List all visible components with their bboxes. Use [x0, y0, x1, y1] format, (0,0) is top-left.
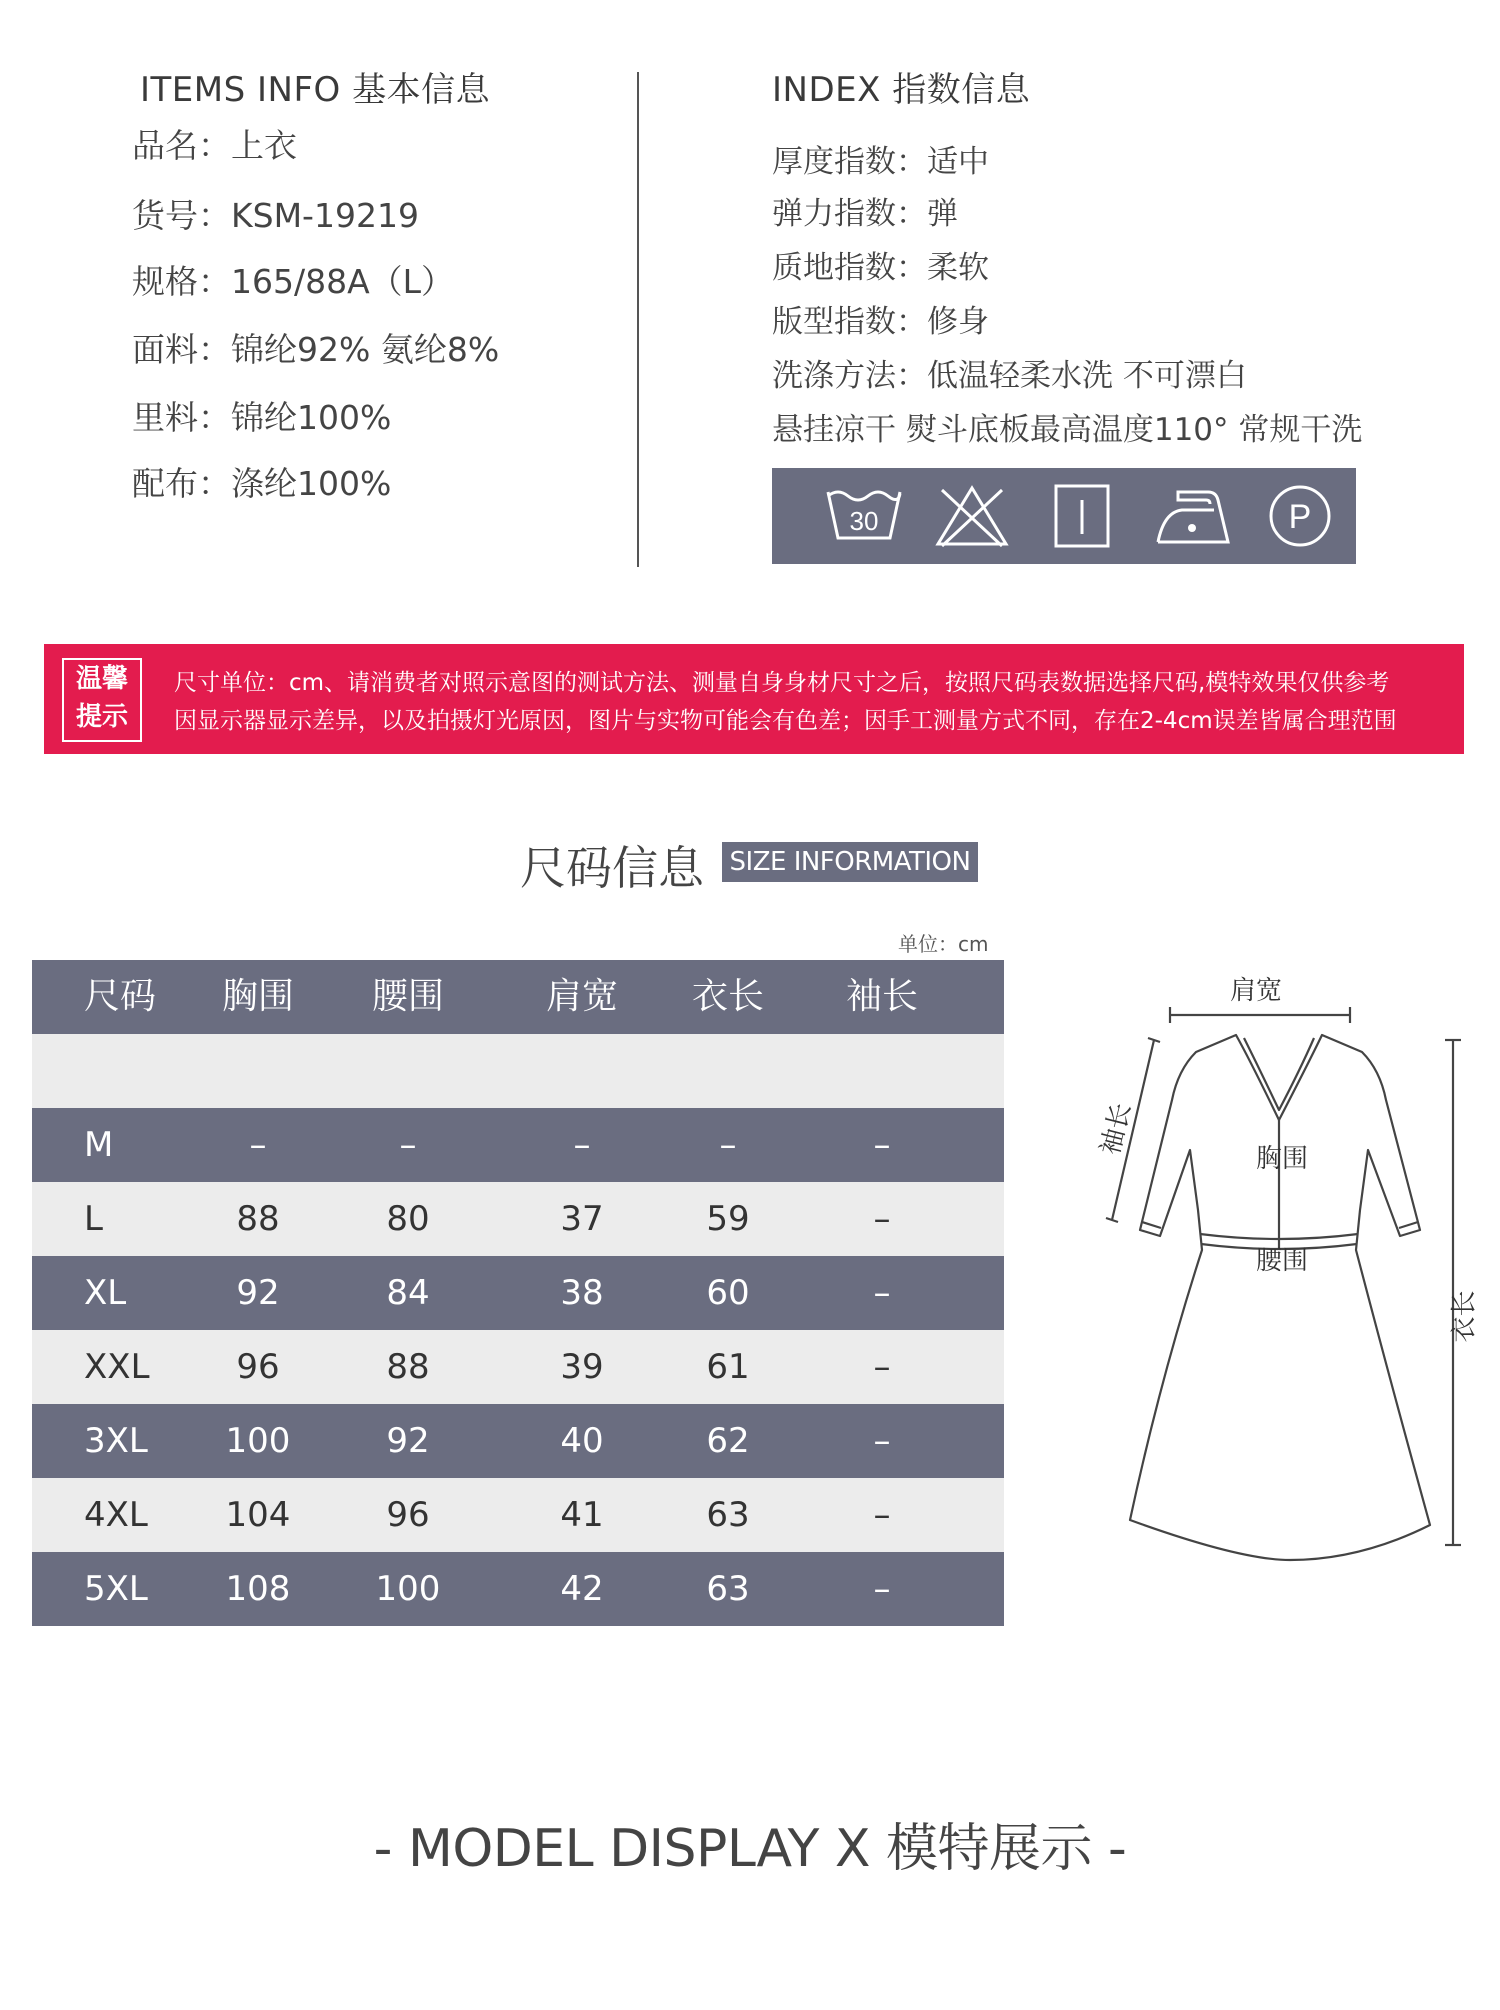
cell-shoulder: –: [573, 1125, 591, 1165]
cell-chest: 96: [236, 1347, 280, 1387]
header-shoulder: 肩宽: [545, 976, 618, 1017]
diagram-label-sleeve: 袖长: [1095, 1100, 1138, 1158]
items-info-key: 规格：: [132, 262, 231, 301]
index-info-title: INDEX 指数信息: [772, 70, 1031, 110]
items-info-row: [132, 324, 499, 371]
diagram-label-waist: 腰围: [1256, 1246, 1309, 1276]
cell-sleeve: –: [873, 1421, 891, 1461]
index-info-key: 质地指数：: [772, 250, 927, 286]
index-info-row: [772, 242, 989, 287]
cell-size: L: [84, 1199, 103, 1239]
cell-chest: [208, 1034, 308, 1108]
items-info-key: 面料：: [132, 330, 231, 369]
index-info-row: [772, 188, 958, 233]
cell-shoulder: 37: [560, 1199, 604, 1239]
cell-waist: 96: [386, 1495, 430, 1535]
cell-size: 4XL: [84, 1495, 148, 1535]
cell-size: 3XL: [84, 1421, 148, 1461]
warm-tips-label: [62, 658, 142, 742]
table-row: [32, 1552, 1004, 1626]
cell-shoulder: 41: [560, 1495, 604, 1535]
index-info-row: [772, 404, 1362, 449]
table-row: [32, 1182, 1004, 1256]
size-info-title: 尺码信息: [520, 841, 704, 895]
index-info-value: 适中: [927, 144, 989, 180]
cell-shoulder: 40: [560, 1421, 604, 1461]
diagram-label-length: 衣长: [1449, 1290, 1480, 1343]
cell-size: XL: [84, 1273, 127, 1313]
wash-30-icon: [824, 482, 904, 550]
cell-shoulder: [532, 1034, 632, 1108]
items-info-row: [132, 190, 419, 237]
index-info-value: 弹: [927, 196, 958, 232]
size-table: [32, 960, 1004, 1626]
cell-chest: 100: [225, 1421, 291, 1461]
header-sleeve: 袖长: [845, 976, 918, 1017]
cell-size: M: [84, 1125, 114, 1165]
items-info-row: [132, 256, 454, 303]
cell-chest: 104: [225, 1495, 291, 1535]
header-waist: 腰围: [371, 976, 444, 1017]
header-chest: 胸围: [221, 976, 294, 1017]
cell-sleeve: –: [873, 1569, 891, 1609]
cell-chest: –: [249, 1125, 267, 1165]
cell-waist: 92: [386, 1421, 430, 1461]
cell-waist: 80: [386, 1199, 430, 1239]
header-length: 衣长: [691, 976, 764, 1017]
index-info-key: 弹力指数：: [772, 196, 927, 232]
cell-chest: 92: [236, 1273, 280, 1313]
items-info-row: [132, 120, 297, 167]
items-info-value: KSM-19219: [231, 196, 419, 235]
warm-tips-text-1: 尺寸单位：cm、请消费者对照示意图的测试方法、测量自身身材尺寸之后，按照尺码表数据选择尺码,模特效果仅供参考: [174, 670, 1390, 696]
items-info-row: [132, 458, 391, 505]
cell-length: 63: [706, 1569, 750, 1609]
cell-length: [678, 1034, 778, 1108]
cell-chest: 108: [225, 1569, 291, 1609]
size-info-tag: SIZE INFORMATION: [722, 842, 978, 882]
cell-size: XXL: [84, 1347, 150, 1387]
table-row: [32, 1034, 1004, 1108]
warm-tips-label-line1: 温馨: [75, 664, 128, 694]
cell-shoulder: 39: [560, 1347, 604, 1387]
warm-tips-banner: [44, 644, 1464, 754]
diagram-label-shoulder: 肩宽: [1230, 976, 1283, 1006]
cell-waist: –: [399, 1125, 417, 1165]
table-row: [32, 1108, 1004, 1182]
index-info-value: 低温轻柔水洗 不可漂白: [927, 358, 1247, 394]
index-info-key: 洗涤方法：: [772, 358, 927, 394]
items-info-key: 里料：: [132, 398, 231, 437]
index-info-row: [772, 296, 989, 341]
care-symbols-bar: [772, 468, 1356, 564]
table-row: [32, 1330, 1004, 1404]
cell-size: 5XL: [84, 1569, 148, 1609]
cell-shoulder: 42: [560, 1569, 604, 1609]
items-info-value: 165/88A（L）: [231, 262, 455, 301]
cell-length: 61: [706, 1347, 750, 1387]
cell-length: 62: [706, 1421, 750, 1461]
cell-waist: [358, 1034, 458, 1108]
cell-sleeve: –: [873, 1199, 891, 1239]
cell-sleeve: –: [873, 1273, 891, 1313]
model-display-heading: - MODEL DISPLAY X 模特展示 -: [373, 1819, 1127, 1879]
cell-sleeve: –: [873, 1495, 891, 1535]
warm-tips-label-line2: 提示: [75, 702, 128, 732]
svg-text:P: P: [1288, 498, 1312, 536]
index-info-value: 悬挂凉干 熨斗底板最高温度110° 常规干洗: [772, 412, 1363, 448]
items-info-row: [132, 392, 391, 439]
items-info-value: 锦纶92% 氨纶8%: [231, 330, 500, 369]
dry-clean-p-icon: [1260, 482, 1340, 550]
cell-waist: 100: [375, 1569, 441, 1609]
items-info-value: 锦纶100%: [231, 398, 392, 437]
index-info-key: 厚度指数：: [772, 144, 927, 180]
header-size: 尺码: [84, 976, 157, 1017]
cell-sleeve: –: [873, 1347, 891, 1387]
cell-length: –: [719, 1125, 737, 1165]
index-info-value: 柔软: [927, 250, 989, 286]
cell-sleeve: [832, 1034, 932, 1108]
dress-outline-icon: [1060, 960, 1480, 1620]
items-info-title: ITEMS INFO 基本信息: [140, 70, 491, 110]
index-info-row: [772, 350, 1247, 395]
diagram-label-chest: 胸围: [1256, 1144, 1309, 1174]
cell-waist: 88: [386, 1347, 430, 1387]
items-info-key: 品名：: [132, 126, 231, 165]
size-unit-label: 单位：cm: [898, 932, 989, 956]
hang-dry-icon: [1042, 482, 1122, 550]
cell-length: 59: [706, 1199, 750, 1239]
column-divider: [637, 72, 639, 567]
table-row: [32, 1478, 1004, 1552]
items-info-key: 配布：: [132, 464, 231, 503]
no-bleach-icon: [932, 482, 1012, 550]
iron-low-icon: [1152, 482, 1232, 550]
items-info-value: 涤纶100%: [231, 464, 392, 503]
cell-chest: 88: [236, 1199, 280, 1239]
items-info-key: 货号：: [132, 196, 231, 235]
warm-tips-text-2: 因显示器显示差异，以及拍摄灯光原因，图片与实物可能会有色差；因手工测量方式不同，存在2-4cm误差皆属合理范围: [174, 708, 1397, 734]
dress-measurement-diagram: [1060, 960, 1480, 1620]
cell-shoulder: 38: [560, 1273, 604, 1313]
items-info-value: 上衣: [231, 126, 297, 165]
table-row: [32, 1404, 1004, 1478]
table-row: [32, 1256, 1004, 1330]
cell-length: 60: [706, 1273, 750, 1313]
index-info-row: [772, 136, 989, 181]
index-info-key: 版型指数：: [772, 304, 927, 340]
svg-text:30: 30: [849, 506, 879, 536]
cell-sleeve: –: [873, 1125, 891, 1165]
cell-length: 63: [706, 1495, 750, 1535]
index-info-value: 修身: [927, 304, 989, 340]
cell-waist: 84: [386, 1273, 430, 1313]
size-table-header: [32, 960, 1004, 1034]
